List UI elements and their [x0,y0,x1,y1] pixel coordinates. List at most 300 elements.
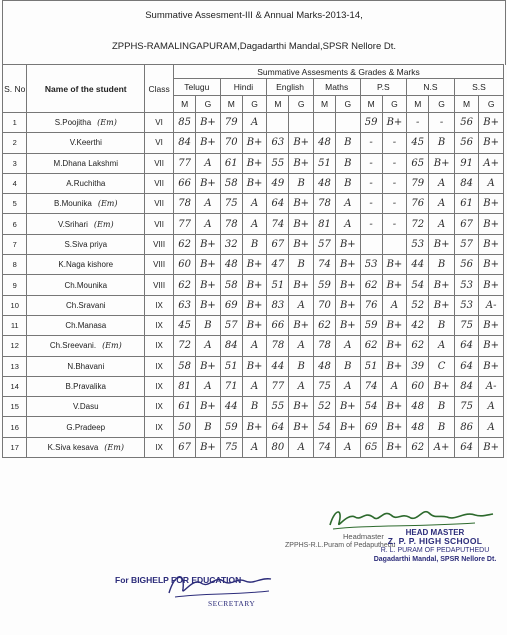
table-row [3,234,504,254]
secretary-label: SECRETARY [208,599,256,608]
class-cell: VII [145,153,174,173]
subject-header: P.S [360,79,407,96]
grade-cell: A [196,194,220,214]
marks-cell: 81 [313,214,335,234]
grade-cell: B+ [429,275,455,295]
grade-cell: B [196,315,220,335]
marks-cell: 61 [220,153,242,173]
grade-cell: B+ [242,315,266,335]
marks-cell: 66 [174,173,196,193]
grade-cell: A+ [429,437,455,457]
class-cell: IX [145,417,174,437]
grade-cell: A [336,194,360,214]
marks-cell: 72 [174,336,196,356]
student-name: N.Bhavani [67,361,105,371]
grade-cell: A [429,173,455,193]
grade-cell: A [382,295,406,315]
marks-cell: - [360,194,382,214]
marks-cell: 51 [313,153,335,173]
grade-cell: B+ [479,275,504,295]
marks-cell: 62 [407,336,429,356]
grade-cell: A [242,376,266,396]
grade-cell: A [242,113,266,133]
class-cell: VIII [145,275,174,295]
grade-cell: A [289,437,313,457]
marks-cell: 80 [267,437,289,457]
grade-cell: B+ [479,113,504,133]
marks-cell: 60 [174,255,196,275]
marks-subheader: M [267,96,289,113]
student-name-cell [27,437,145,457]
serial-number: 3 [3,153,27,173]
marks-cell: 56 [454,133,478,153]
grade-cell: B+ [289,315,313,335]
class-cell: IX [145,437,174,457]
marks-cell: 79 [407,173,429,193]
table-row [3,214,504,234]
marks-cell: 64 [267,194,289,214]
grade-cell: B+ [382,437,406,457]
marks-subheader: M [360,96,382,113]
serial-number: 9 [3,275,27,295]
grade-cell: A [289,295,313,315]
marks-cell: 48 [220,255,242,275]
marks-cell: - [360,153,382,173]
marks-cell: 74 [313,437,335,457]
student-name-cell [27,234,145,254]
grade-subheader: G [242,96,266,113]
serial-number: 13 [3,356,27,376]
marks-cell: 75 [220,437,242,457]
marks-cell: 67 [174,437,196,457]
marks-cell: 53 [360,255,382,275]
grade-cell: B+ [242,255,266,275]
grade-cell: B+ [242,153,266,173]
grade-cell: B+ [196,275,220,295]
marks-cell: 56 [454,113,478,133]
grade-cell: B+ [479,356,504,376]
medium-note: (Em) [102,341,122,351]
serial-number: 12 [3,336,27,356]
marks-cell: 71 [220,376,242,396]
marks-cell: 84 [220,336,242,356]
serial-number: 6 [3,214,27,234]
marks-cell: 62 [360,275,382,295]
subject-header: S.S [454,79,503,96]
marks-cell: 62 [174,234,196,254]
student-name: S.Siva priya [64,239,108,249]
grade-cell: A [196,336,220,356]
marks-cell: 44 [407,255,429,275]
grade-cell: A [382,376,406,396]
grade-cell: B [336,173,360,193]
grade-cell: B+ [382,315,406,335]
grade-cell: B+ [382,356,406,376]
subject-header: N.S [407,79,455,96]
grade-cell: B+ [289,397,313,417]
grade-cell: A [242,336,266,356]
marks-cell: 74 [267,214,289,234]
medium-note: (Em) [97,199,118,209]
grade-subheader: G [289,96,313,113]
marks-cell: 84 [454,173,478,193]
col-class-header: Class [145,65,174,113]
marks-cell: 69 [360,417,382,437]
class-cell: IX [145,295,174,315]
marks-cell: 51 [360,356,382,376]
marks-cell: 58 [220,275,242,295]
grade-cell: B+ [479,214,504,234]
marks-cell: 81 [174,376,196,396]
serial-number: 11 [3,315,27,335]
subject-header: English [267,79,314,96]
marks-cell: 60 [407,376,429,396]
grade-cell: B+ [382,397,406,417]
marks-cell: 65 [407,153,429,173]
marks-cell: 78 [174,194,196,214]
class-cell: IX [145,315,174,335]
grade-cell: - [382,173,406,193]
table-row [3,275,504,295]
serial-number: 1 [3,113,27,133]
school-stamp [360,528,507,564]
class-cell: IX [145,376,174,396]
student-name: Ch.Sravani [65,300,106,310]
marks-cell: 65 [360,437,382,457]
table-row [3,315,504,335]
serial-number: 7 [3,234,27,254]
grade-cell: B+ [479,437,504,457]
table-row [3,336,504,356]
grade-cell: - [382,133,406,153]
grade-cell: B [242,397,266,417]
grade-cell: B+ [289,133,313,153]
class-cell: IX [145,397,174,417]
stamp-line2: Z. P. P. HIGH SCHOOL [387,536,483,546]
grade-cell: B+ [289,234,313,254]
student-name: V.Keerthi [69,138,102,148]
student-name: S.Poojitha [54,118,92,128]
sheet-title: Summative Assesment-III & Annual Marks-2013-14, [145,10,363,21]
marks-cell [267,113,289,133]
marks-cell: 75 [454,315,478,335]
grade-cell: A [196,376,220,396]
grade-cell: B [429,315,455,335]
marks-cell: 72 [407,214,429,234]
grade-cell [289,113,313,133]
grade-cell: B [429,397,455,417]
marks-cell: 48 [313,173,335,193]
grade-cell: B+ [479,194,504,214]
class-cell: VII [145,194,174,214]
grade-subheader: G [196,96,220,113]
medium-note: (Em) [97,118,117,128]
student-name-cell [27,275,145,295]
serial-number: 4 [3,173,27,193]
marks-cell: 52 [407,295,429,315]
marks-cell: 67 [267,234,289,254]
student-name: V.Srihari [57,219,88,229]
marks-subheader: M [220,96,242,113]
table-row [3,397,504,417]
grade-cell: B+ [242,173,266,193]
marks-cell: 42 [407,315,429,335]
marks-cell: 55 [267,153,289,173]
class-cell: VII [145,214,174,234]
grade-cell: B+ [242,133,266,153]
class-cell: IX [145,336,174,356]
marks-cell: 61 [174,397,196,417]
marks-cell: 84 [174,133,196,153]
marks-cell: 77 [267,376,289,396]
grade-cell: B [336,133,360,153]
marks-cell: 58 [174,356,196,376]
medium-note: (Em) [104,442,124,452]
marks-cell: 70 [313,295,335,315]
marks-cell [313,113,335,133]
marks-cell: 91 [454,153,478,173]
marks-cell: 78 [220,214,242,234]
serial-number: 2 [3,133,27,153]
grade-cell: B+ [289,153,313,173]
table-row [3,153,504,173]
subject-header: Maths [313,79,360,96]
class-cell: VIII [145,234,174,254]
marks-cell: 45 [407,133,429,153]
marks-cell: 77 [174,214,196,234]
marks-cell: 51 [220,356,242,376]
marks-cell: 48 [407,417,429,437]
marks-cell: 57 [220,315,242,335]
grade-cell: A [429,214,455,234]
grade-subheader: G [429,96,455,113]
grade-cell: B+ [382,113,406,133]
table-row [3,255,504,275]
grade-cell: A [479,417,504,437]
grade-cell: B+ [196,133,220,153]
student-name: K.Naga kishore [58,260,114,270]
grade-cell: B+ [196,173,220,193]
marks-cell: 69 [220,295,242,315]
marks-cell: 58 [220,173,242,193]
student-name-cell [27,173,145,193]
table-row [3,376,504,396]
marks-cell: 53 [454,275,478,295]
marks-cell: 61 [454,194,478,214]
table-row [3,356,504,376]
student-name: A.Ruchitha [66,179,106,189]
grade-cell: B+ [336,255,360,275]
marks-cell: 53 [407,234,429,254]
marks-cell: 83 [267,295,289,315]
grade-cell: B+ [242,275,266,295]
grade-cell: A [289,376,313,396]
grade-cell: B+ [196,113,220,133]
subject-header: Telugu [174,79,221,96]
student-name-cell [27,153,145,173]
marks-subheader: M [454,96,478,113]
marks-subheader: M [407,96,429,113]
marks-cell: 67 [454,214,478,234]
student-name-cell [27,397,145,417]
table-row [3,295,504,315]
school-line: ZPPHS-RAMALINGAPURAM,Dagadarthi Mandal,SPSR Nellore Dt. [111,41,397,52]
marks-cell: 53 [454,295,478,315]
grade-cell: B+ [289,275,313,295]
grade-cell: B+ [382,417,406,437]
marks-cell: 70 [220,133,242,153]
marks-cell: 85 [174,113,196,133]
marks-subheader: M [174,96,196,113]
marks-cell: 74 [313,255,335,275]
marks-cell: 84 [454,376,478,396]
marks-cell: 54 [360,397,382,417]
headmaster-address: ZPPHS-R.L.Puram of Pedaputhedu [285,542,396,549]
grade-cell: A [479,173,504,193]
grade-cell: A [336,376,360,396]
marks-cell: 76 [407,194,429,214]
student-name-cell [27,417,145,437]
grade-subheader: G [336,96,360,113]
grade-cell: B [242,234,266,254]
marks-cell: - [360,214,382,234]
table-row [3,133,504,153]
marks-cell: 56 [454,255,478,275]
marks-cell: 79 [220,113,242,133]
marks-cell: 47 [267,255,289,275]
student-name-cell [27,214,145,234]
organization-name: For BIGHELP FOR EDUCATION [115,575,242,585]
grade-cell: B [336,153,360,173]
student-name: M.Dhana Lakshmi [53,158,119,168]
grade-cell: B+ [242,356,266,376]
marks-cell: 48 [407,397,429,417]
grade-cell: B [289,173,313,193]
grade-cell: B+ [429,234,455,254]
student-name: V.Dasu [73,402,99,412]
marks-cell: 74 [360,376,382,396]
marks-cell: 59 [313,275,335,295]
grade-cell: B+ [289,214,313,234]
marks-cell: 57 [454,234,478,254]
marks-cell: 49 [267,173,289,193]
grade-cell: B+ [429,376,455,396]
subject-header: Hindi [220,79,267,96]
marks-cell: 66 [267,315,289,335]
grade-cell: - [382,153,406,173]
grade-cell: B+ [429,153,455,173]
grade-cell: B+ [479,315,504,335]
marks-cell: 59 [360,113,382,133]
grade-cell [382,234,406,254]
student-name-cell [27,356,145,376]
grade-cell: B [429,255,455,275]
grade-cell: A [289,336,313,356]
class-cell: IX [145,356,174,376]
student-name: Ch.Mounika [64,280,108,290]
marks-cell: - [360,133,382,153]
grade-cell: B+ [196,295,220,315]
marks-cell: 45 [174,315,196,335]
grade-cell: B+ [382,255,406,275]
signature-area [0,497,507,635]
grade-cell: B+ [196,356,220,376]
marks-cell: 75 [220,194,242,214]
marks-cell: 39 [407,356,429,376]
marks-cell: 64 [267,417,289,437]
student-name: Ch.Sreevani. [49,341,97,351]
grade-cell: B+ [196,437,220,457]
student-name-cell [27,255,145,275]
serial-number: 5 [3,194,27,214]
student-name-cell [27,194,145,214]
grade-cell: B+ [382,336,406,356]
grade-cell: C [429,356,455,376]
medium-note: (Em) [93,219,114,229]
serial-number: 10 [3,295,27,315]
grade-subheader: G [382,96,406,113]
grade-cell: A- [479,376,504,396]
grade-cell: B+ [336,315,360,335]
grade-cell: B [289,356,313,376]
table-row [3,113,504,133]
marks-cell: 64 [454,356,478,376]
grade-subheader: G [479,96,504,113]
grade-cell: B+ [429,295,455,315]
marks-cell: 59 [220,417,242,437]
grade-cell: B+ [479,336,504,356]
grade-cell: - [382,194,406,214]
marks-cell: 64 [454,336,478,356]
grade-cell: A [336,214,360,234]
student-name-cell [27,376,145,396]
marks-cell: 48 [313,356,335,376]
grade-cell: B+ [196,255,220,275]
marks-cell: 59 [360,315,382,335]
grade-cell: B+ [336,295,360,315]
marks-cell: 77 [174,153,196,173]
grade-cell: B+ [336,234,360,254]
class-cell: VIII [145,255,174,275]
student-name-cell [27,336,145,356]
grade-cell: B [429,417,455,437]
marks-cell: 51 [267,275,289,295]
marks-cell: 62 [313,315,335,335]
grade-cell: B+ [479,234,504,254]
grade-cell: A [242,214,266,234]
student-name-cell [27,295,145,315]
col-sno-header: S. No [3,65,27,113]
col-name-header: Name of the student [27,65,145,113]
marks-cell: 63 [267,133,289,153]
marks-table [2,64,504,458]
marks-cell: 78 [313,194,335,214]
grade-cell: B+ [289,194,313,214]
grade-cell: B+ [336,397,360,417]
marks-cell: 48 [313,133,335,153]
table-row [3,173,504,193]
marks-cell: 75 [454,397,478,417]
marks-cell: - [360,173,382,193]
marks-cell: 57 [313,234,335,254]
marks-subheader: M [313,96,335,113]
student-name: B.Pravalika [65,382,107,391]
serial-number: 16 [3,417,27,437]
grade-cell: B+ [242,417,266,437]
grade-cell: A [479,397,504,417]
grade-cell: B+ [289,417,313,437]
marks-cell: 44 [220,397,242,417]
